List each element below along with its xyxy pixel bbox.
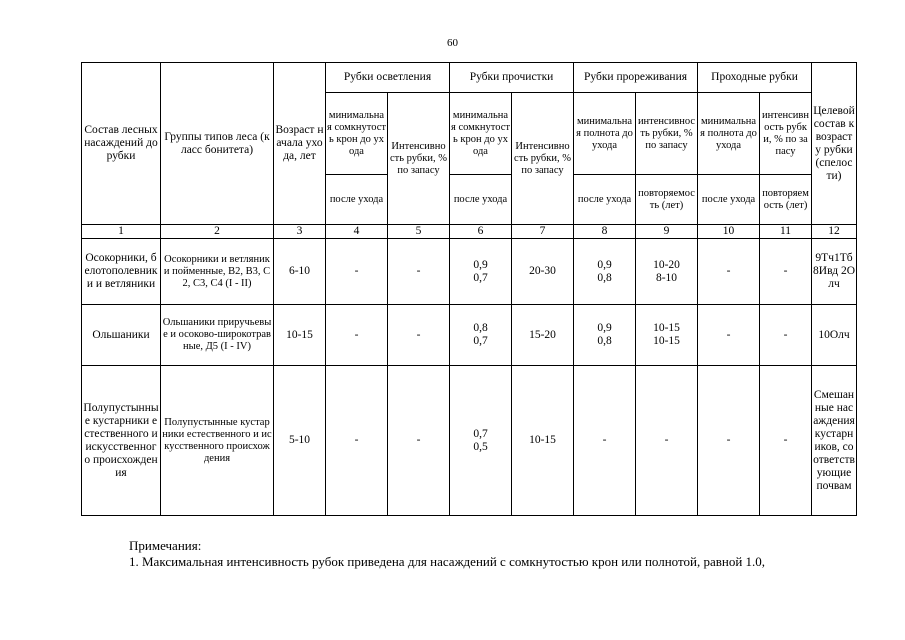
cell-c5: - — [388, 239, 450, 305]
header-age: Возраст начала ухода, лет — [274, 63, 326, 225]
column-number: 3 — [274, 225, 326, 239]
notes-item: 1. Максимальная интенсивность рубок приведена для насаждений с сомкнутостью крон или полнотой, равной 1.0, — [129, 554, 766, 569]
cell-c7: 15-20 — [512, 305, 574, 366]
cell-composition: Полупустынные кустарники естественного и искусственного происхождения — [82, 366, 161, 516]
header-c4-bottom: после ухода — [326, 175, 388, 225]
cell-age: 10-15 — [274, 305, 326, 366]
cell-target: 9Тч1Тб 8Ивд 2Олч — [812, 239, 857, 305]
notes-title: Примечания: — [129, 538, 202, 553]
cell-c6 — [450, 239, 512, 305]
cell-c8-value: 0,8 — [597, 335, 612, 347]
cell-composition: Ольшаники — [82, 305, 161, 366]
cell-c10: - — [698, 239, 760, 305]
column-number: 6 — [450, 225, 512, 239]
cell-c9-value: 8-10 — [655, 271, 678, 284]
column-number: 7 — [512, 225, 574, 239]
cell-c6-value: 0,7 — [473, 427, 488, 440]
column-number: 10 — [698, 225, 760, 239]
column-number: 9 — [636, 225, 698, 239]
cell-c6-value: 0,7 — [473, 271, 488, 284]
header-c11-top: интенсивность рубки, % по запасу — [760, 93, 812, 175]
thinning-table — [81, 62, 857, 516]
cell-c6-value: 0,8 — [473, 322, 488, 334]
column-number: 11 — [760, 225, 812, 239]
cell-c11: - — [760, 305, 812, 366]
cell-c8-value: 0,9 — [597, 322, 612, 334]
header-c9-bottom: повторяемость (лет) — [636, 175, 698, 225]
cell-c6 — [450, 305, 512, 366]
cell-c10: - — [698, 305, 760, 366]
header-c6-bottom: после ухода — [450, 175, 512, 225]
column-number: 5 — [388, 225, 450, 239]
header-group-prorezhivaniya: Рубки прореживания — [574, 63, 698, 93]
table-row — [82, 239, 857, 305]
header-c4-top: минимальная сомкнутость крон до ухода — [326, 93, 388, 175]
page-number: 60 — [447, 37, 458, 49]
table-row — [82, 305, 857, 366]
cell-c8 — [574, 305, 636, 366]
header-c9-top: интенсивность рубки, % по запасу — [636, 93, 698, 175]
cell-c8-value: 0,9 — [597, 258, 612, 271]
cell-forest-type: Ольшаники приручьевые и осоково-широкотравные, Д5 (I - IV) — [161, 305, 274, 366]
column-number: 8 — [574, 225, 636, 239]
header-group-prokhodnye: Проходные рубки — [698, 63, 812, 93]
header-c7: Интенсивность рубки, % по запасу — [512, 93, 574, 225]
header-c6-top: минимальная сомкнутость крон до ухода — [450, 93, 512, 175]
cell-c9 — [636, 305, 698, 366]
cell-c9-value: 10-20 — [653, 258, 680, 271]
header-composition: Состав лесных насаждений до рубки — [82, 63, 161, 225]
cell-c10: - — [698, 366, 760, 516]
cell-c7: 10-15 — [512, 366, 574, 516]
column-number: 4 — [326, 225, 388, 239]
cell-target: Смешанные насаждения кустарников, соответствующие почвам — [812, 366, 857, 516]
header-group-osvetleniya: Рубки осветления — [326, 63, 450, 93]
cell-c9-value: 10-15 — [653, 322, 680, 334]
header-c8: минимальная полнота до ухода — [574, 93, 636, 175]
cell-c8: - — [574, 366, 636, 516]
cell-age: 5-10 — [274, 366, 326, 516]
header-c10-bottom: после ухода — [698, 175, 760, 225]
cell-target: 10Олч — [812, 305, 857, 366]
cell-c8 — [574, 239, 636, 305]
table-row — [82, 366, 857, 516]
column-number-row — [82, 225, 857, 239]
header-forest-type: Группы типов леса (класс бонитета) — [161, 63, 274, 225]
cell-c4: - — [326, 366, 388, 516]
header-target: Целевой состав к возрасту рубки (спелости) — [812, 63, 857, 225]
cell-composition: Осокорники, белотополевники и ветляники — [82, 239, 161, 305]
cell-c7: 20-30 — [512, 239, 574, 305]
header-c11-bottom: повторяемость (лет) — [760, 175, 812, 225]
cell-c4: - — [326, 305, 388, 366]
cell-c11: - — [760, 366, 812, 516]
cell-c6 — [450, 366, 512, 516]
header-c10: минимальная полнота до ухода — [698, 93, 760, 175]
header-c5: Интенсивность рубки, % по запасу — [388, 93, 450, 225]
header-c8-bottom: после ухода — [574, 175, 636, 225]
cell-c9 — [636, 239, 698, 305]
cell-c8-value: 0,8 — [597, 271, 612, 284]
cell-c6-value: 0,7 — [473, 335, 488, 347]
column-number: 2 — [161, 225, 274, 239]
cell-c4: - — [326, 239, 388, 305]
cell-c6-value: 0,5 — [473, 440, 488, 453]
cell-c5: - — [388, 305, 450, 366]
header-group-prochistki: Рубки прочистки — [450, 63, 574, 93]
cell-forest-type: Полупустынные кустарники естественного и искусственного происхождения — [161, 366, 274, 516]
cell-c9: - — [636, 366, 698, 516]
cell-c11: - — [760, 239, 812, 305]
column-number: 12 — [812, 225, 857, 239]
cell-c9-value: 10-15 — [653, 335, 680, 347]
cell-c6-value: 0,9 — [473, 258, 488, 271]
cell-c5: - — [388, 366, 450, 516]
column-number: 1 — [82, 225, 161, 239]
notes — [129, 538, 765, 570]
cell-age: 6-10 — [274, 239, 326, 305]
cell-forest-type: Осокорники и ветляники пойменные, В2, В3, С2, С3, С4 (I - II) — [161, 239, 274, 305]
